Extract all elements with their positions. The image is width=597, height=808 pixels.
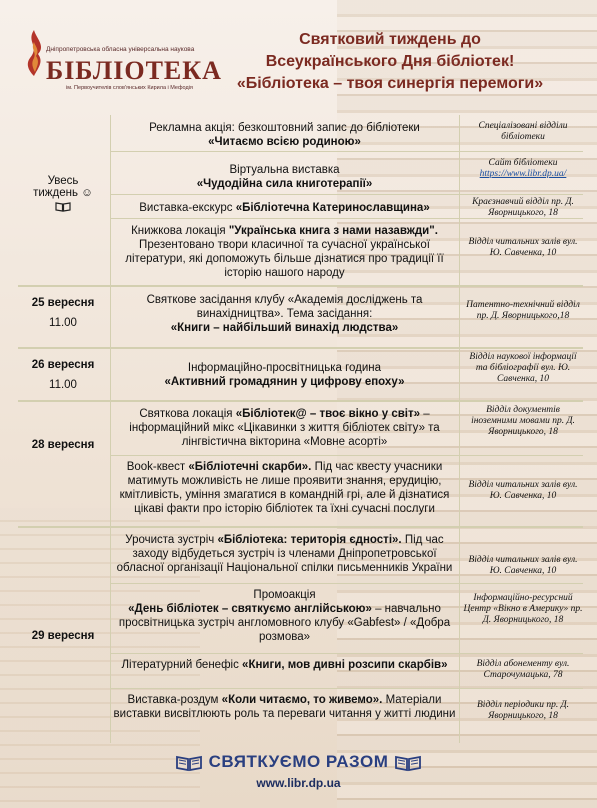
event-text: Рекламна акція: безкоштовний запис до бібліотеки [149, 122, 420, 134]
title-line-3: «Бібліотека – твоя синергія перемоги» [236, 75, 544, 92]
event-title: «Бібліотечна Катеринославщина» [235, 202, 430, 214]
event-description: Під час квесту учасники матимуть можливість не лише проявити знання, ерудицію, кмітливість, уміння змагатися в командній грі, але й дізнатися цікаві факти про історію бібліотек та їхні сучасні послуги [119, 461, 450, 515]
place-item: Інформаційно-ресурсний Центр «Вікно в Америку» пр. Д. Яворницького, 18 [463, 593, 583, 625]
page-title [190, 29, 590, 95]
event-title: «Коли читаємо, то живемо». [221, 694, 383, 706]
event-description: Презентовано твори класичної та сучасної української літератури, які допоможуть більше дізнатися про традиції її історію нашого народу [125, 239, 444, 279]
row-divider [110, 688, 583, 689]
place-item: Патентно-технічний відділ пр. Д. Яворницького,18 [466, 300, 580, 321]
place-item: Відділ абонементу вул. Старочумацька, 78 [476, 659, 570, 680]
time-26: 11.00 [49, 379, 77, 391]
flame-emblem-icon [20, 28, 48, 78]
open-book-icon [394, 754, 422, 772]
place-item: Відділ читальних залів вул. Ю. Савченка, 10 [468, 237, 578, 258]
place-item: Відділ періодики пр. Д. Яворницького, 18 [477, 700, 569, 721]
event-item [113, 293, 456, 335]
header [0, 0, 597, 108]
library-site-link[interactable]: https://www.libr.dp.ua/ [479, 169, 567, 179]
logo-main-text: БІБЛІОТЕКА [46, 56, 222, 85]
event-text: Інформаційно-просвітницька година [187, 362, 382, 374]
date-25 [18, 297, 108, 329]
row-divider [18, 400, 583, 402]
place-item [463, 158, 583, 180]
event-item [113, 163, 456, 191]
date-28 [18, 439, 108, 451]
event-description: Матеріали виставки висвітлюють роль та переваги читання у житті людини [113, 694, 456, 720]
date-week [18, 175, 108, 215]
place-label: Сайт бібліотеки [488, 158, 558, 168]
event-description: Під час заходу відбудеться зустріч із членами Дніпропетровської обласної організації Національної спілки письменників України [116, 534, 453, 574]
date-29 [18, 630, 108, 642]
event-item [113, 460, 456, 516]
event-text: Книжкова локація [131, 225, 226, 237]
event-text: Літературний бенефіс [121, 659, 239, 671]
event-description: – інформаційний мікс «Цікавинки з життя бібліотек світу» та лінгвістична вікторина «Мовне асорті» [129, 408, 440, 448]
event-item [113, 658, 456, 672]
row-divider [110, 194, 583, 195]
event-description: – навчально просвітницька зустріч англомовного клубу «Gabfest» / «Добра розмова» [118, 603, 451, 643]
row-divider [110, 653, 583, 654]
event-title: «Читаємо всією родиною» [208, 136, 361, 148]
date-column-divider [110, 115, 111, 743]
book-icon [55, 201, 71, 212]
event-text: Book-квест [126, 461, 186, 473]
event-title: «День бібліотек – святкуємо англійською» [128, 603, 372, 615]
slogan-text: СВЯТКУЄМО РАЗОМ [208, 752, 389, 771]
place-item: Спеціалізовані відділи бібліотеки [478, 121, 568, 142]
event-item [113, 224, 456, 280]
date-week-label: Увесь тиждень ☺ [33, 175, 93, 199]
event-item [113, 693, 456, 721]
event-title: «Бібліотечні скарби». [188, 461, 312, 473]
footer [0, 752, 597, 790]
place-item: Відділ документів іноземними мовами пр. Д. Яворницького, 18 [471, 405, 575, 437]
row-divider [110, 455, 583, 456]
place-item: Відділ читальних залів вул. Ю. Савченка, 10 [468, 555, 578, 576]
event-item [113, 407, 456, 449]
row-divider [110, 151, 583, 152]
event-text: Віртуальна виставка [229, 164, 340, 176]
event-title: «Книги, мов дивні розсипи скарбів» [242, 659, 448, 671]
footer-slogan [0, 752, 597, 772]
place-column-divider [459, 115, 460, 743]
place-item: Краєзнавчий відділ пр. Д. Яворницького, 18 [472, 197, 574, 218]
event-item [113, 533, 456, 575]
event-title: «Бібліотека: територія єдності». [217, 534, 402, 546]
event-text: Святкова локація [139, 408, 233, 420]
date-25-label: 25 вересня [31, 297, 95, 309]
title-line-2: Всеукраїнського Дня бібліотек! [265, 53, 515, 70]
library-logo [20, 28, 222, 98]
logo-top-text: Дніпропетровська обласна універсальна наукова [46, 46, 195, 53]
event-title: «Чудодійна сила книготерапії» [196, 178, 373, 190]
title-line-1: Святковий тиждень до [299, 31, 481, 48]
event-text: Святкове засідання клубу «Академія досліджень та винахідництва». Тема засідання: [146, 294, 423, 320]
row-divider [18, 526, 583, 528]
event-item [113, 121, 456, 149]
date-29-label: 29 вересня [31, 630, 95, 642]
place-item: Відділ наукової інформації та бібліографії вул. Ю. Савченка, 10 [469, 352, 577, 384]
row-divider [18, 347, 583, 349]
row-divider [110, 583, 583, 584]
time-25: 11.00 [49, 317, 77, 329]
event-text: Промоакція [253, 589, 316, 601]
event-title: "Українська книга з нами назавжди". [228, 225, 438, 237]
logo-bottom-text: ім. Первоучителів слов'янських Кирила і Мефодія [66, 85, 193, 91]
place-item: Відділ читальних залів вул. Ю. Савченка, 10 [468, 480, 578, 501]
footer-site-link[interactable]: www.libr.dp.ua [256, 776, 341, 790]
event-item [113, 201, 456, 215]
event-item [113, 588, 456, 644]
event-item [113, 361, 456, 389]
date-26 [18, 359, 108, 391]
event-text: Урочиста зустріч [125, 534, 215, 546]
event-title: «Книги – найбільший винахід людства» [170, 322, 399, 334]
event-text: Виставка-екскурс [139, 202, 233, 214]
date-26-label: 26 вересня [31, 359, 95, 371]
open-book-icon [175, 754, 203, 772]
row-divider [18, 285, 583, 287]
event-title: «Активний громадянин у цифрову епоху» [164, 376, 405, 388]
event-title: «Бібліотек@ – твоє вікно у світ» [235, 408, 421, 420]
event-text: Виставка-роздум [127, 694, 219, 706]
date-28-label: 28 вересня [31, 439, 95, 451]
